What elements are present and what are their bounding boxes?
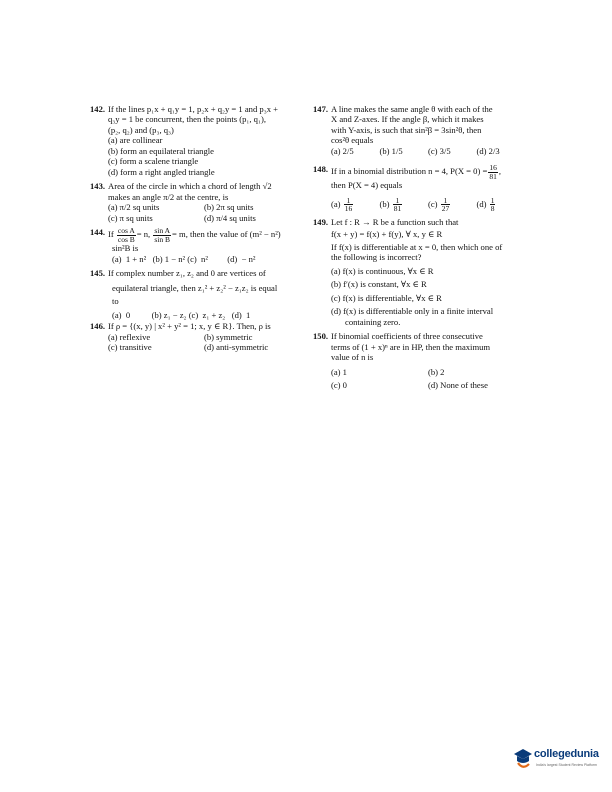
question-text: If ρ = {(x, y) | x² + y² = 1; x, y ∈ R}. Then, ρ is bbox=[108, 321, 271, 332]
question-text: terms of (1 + x)ⁿ are in HP, then the maximum bbox=[331, 341, 491, 352]
option-a: (a) 1 bbox=[331, 366, 347, 377]
question-145 bbox=[90, 268, 300, 320]
question-text: f(x + y) = f(x) + f(y), ∀ x, y ∈ R bbox=[331, 229, 443, 240]
question-150 bbox=[313, 331, 525, 390]
question-number: 146. bbox=[90, 321, 106, 332]
question-number: 145. bbox=[90, 268, 106, 279]
option-b: (b) symmetric bbox=[204, 331, 253, 342]
options-row: (a) 0 (b) z₁ − z₂ (c) z₁ + z₂ (d) 1 bbox=[112, 309, 251, 320]
option-d: (d) 2/3 bbox=[476, 145, 500, 156]
option-a: (a) are collinear bbox=[108, 135, 163, 146]
question-text: X and Z-axes. If the angle β, which it makes bbox=[331, 114, 484, 125]
question-text: If in a binomial distribution n = 4, P(X = 0) = bbox=[331, 166, 488, 177]
question-text: sin²B is bbox=[112, 243, 139, 254]
question-number: 142. bbox=[90, 104, 106, 114]
collegedunia-logo[interactable] bbox=[512, 742, 599, 778]
option-a: (a) f(x) is continuous, ∀x ∈ R bbox=[331, 265, 434, 276]
option-a: (a) reflexive bbox=[108, 331, 151, 342]
question-text: = m, then the value of (m² − n²) bbox=[172, 229, 281, 240]
option-d: (d) anti-symmetric bbox=[204, 342, 269, 353]
question-text: If binomial coefficients of three consecutive bbox=[331, 331, 483, 342]
option-b: (b) $\frac{1}{81}$ bbox=[379, 195, 402, 214]
option-a: (a) π/2 sq units bbox=[108, 202, 160, 213]
option-b: (b) 2 bbox=[428, 366, 445, 377]
question-text: the following is incorrect? bbox=[331, 252, 422, 263]
option-d: (d) π/4 sq units bbox=[204, 212, 256, 223]
option-d: (d) None of these bbox=[428, 380, 488, 391]
option-b: (b) f′(x) is constant, ∀x ∈ R bbox=[331, 279, 427, 290]
option-c: (c) transitive bbox=[108, 342, 152, 353]
question-147 bbox=[313, 104, 525, 156]
question-text: with Y-axis, is such that sin²β = 3sin²θ, then bbox=[331, 124, 482, 135]
question-143 bbox=[90, 181, 300, 223]
option-b: (b) form an equilateral triangle bbox=[108, 145, 214, 156]
question-number: 144. bbox=[90, 227, 106, 238]
brand-name: collegedunia bbox=[534, 748, 599, 760]
question-text: If complex number z₁, z₂ and 0 are vertices of bbox=[108, 268, 266, 279]
right-column bbox=[313, 104, 525, 395]
option-c: (c) 0 bbox=[331, 380, 347, 391]
graduation-cap-icon bbox=[512, 744, 534, 772]
question-number: 150. bbox=[313, 331, 329, 342]
question-number: 148. bbox=[313, 164, 329, 175]
question-text: If f(x) is differentiable at x = 0, then which one of bbox=[331, 241, 503, 252]
option-d: (d) f(x) is differentiable only in a finite interval bbox=[331, 306, 494, 317]
question-text: , bbox=[498, 166, 501, 177]
option-c: (c) 3/5 bbox=[428, 145, 451, 156]
brand-tagline: India's largest Student Review Platform bbox=[536, 763, 597, 767]
option-a: (a) $\frac{1}{16}$ bbox=[331, 195, 353, 214]
option-c: (c) $\frac{1}{27}$ bbox=[428, 195, 450, 214]
question-text: then P(X = 4) equals bbox=[331, 180, 403, 191]
question-142 bbox=[90, 104, 300, 177]
options-row: (a) 1 + n² (b) 1 − n² (c) n² (d) − n² bbox=[112, 253, 256, 264]
question-text: A line makes the same angle θ with each of the bbox=[331, 104, 493, 114]
question-text: Let f : R → R be a function such that bbox=[331, 216, 459, 227]
question-148 bbox=[313, 164, 525, 212]
question-144 bbox=[90, 227, 300, 264]
option-b: (b) 2π sq units bbox=[204, 202, 254, 213]
question-text: If the lines p₁x + q₁y = 1, p₂x + q₂y = 1 and p₃x + bbox=[108, 104, 279, 114]
option-c: (c) form a scalene triangle bbox=[108, 156, 199, 167]
option-b: (b) 1/5 bbox=[379, 145, 403, 156]
question-text: makes an angle π/2 at the centre, is bbox=[108, 191, 229, 202]
option-c: (c) π sq units bbox=[108, 212, 153, 223]
question-text: q₃y = 1 be concurrent, then the points (p₁, q₁), bbox=[108, 114, 266, 125]
question-number: 147. bbox=[313, 104, 329, 114]
question-text: value of n is bbox=[331, 352, 374, 363]
question-text: to bbox=[112, 296, 119, 307]
fraction-16-81: $\frac{16}{81}$ bbox=[489, 163, 497, 181]
question-text: If bbox=[108, 229, 114, 240]
option-d-continued: containing zero. bbox=[345, 316, 401, 327]
question-text: = n, bbox=[136, 229, 151, 240]
question-text: Area of the circle in which a chord of length √2 bbox=[108, 181, 272, 192]
question-text: equilateral triangle, then z₁² + z₂² − z₁z₂ is equal bbox=[112, 282, 278, 293]
option-d: (d) form a right angled triangle bbox=[108, 166, 215, 177]
question-text: (p₂, q₂) and (p₃, q₃) bbox=[108, 124, 174, 135]
left-column bbox=[90, 104, 300, 357]
question-number: 143. bbox=[90, 181, 106, 192]
fraction-cosA-cosB: $\frac{\text{cos A}}{\text{cos B}}$ bbox=[117, 226, 135, 244]
question-146 bbox=[90, 321, 300, 352]
question-149 bbox=[313, 217, 525, 327]
question-text: cos²θ equals bbox=[331, 135, 374, 146]
fraction-sinA-sinB: $\frac{\text{sin A}}{\text{sin B}}$ bbox=[154, 226, 171, 244]
option-a: (a) 2/5 bbox=[331, 145, 354, 156]
option-d: (d) $\frac{1}{8}$ bbox=[476, 195, 495, 214]
question-number: 149. bbox=[313, 216, 329, 227]
option-c: (c) f(x) is differentiable, ∀x ∈ R bbox=[331, 292, 442, 303]
